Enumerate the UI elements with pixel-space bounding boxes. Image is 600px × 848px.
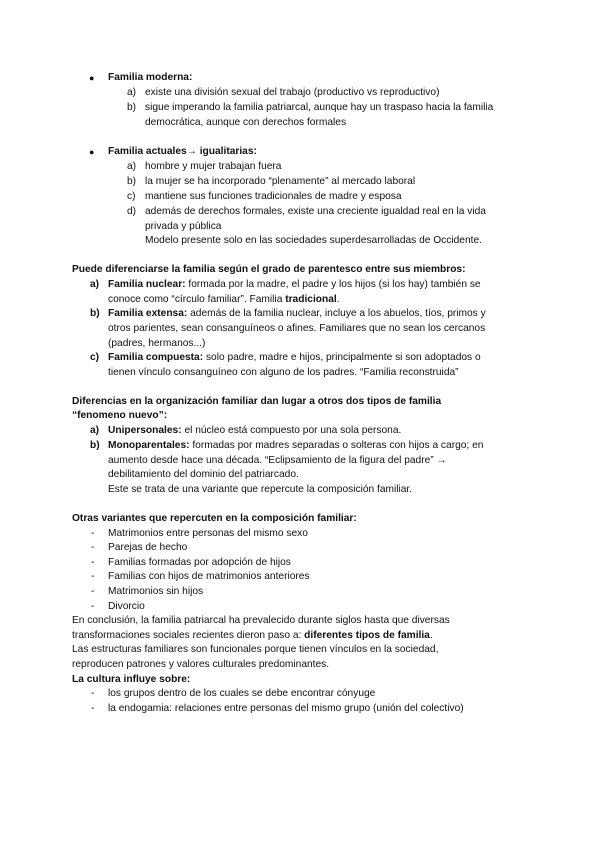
dash-marker: -: [91, 586, 95, 597]
paragraph-line: transformaciones sociales recientes dieron paso a: diferentes tipos de familia.: [72, 630, 433, 641]
list-marker: a): [90, 425, 100, 436]
list-item: mantiene sus funciones tradicionales de madre y esposa: [145, 191, 402, 202]
section-title-familia-moderna: Familia moderna:: [108, 72, 193, 83]
list-marker: a): [127, 87, 137, 98]
dash-marker: -: [91, 557, 95, 568]
list-item: los grupos dentro de los cuales se debe encontrar cónyuge: [108, 688, 376, 699]
list-marker: b): [127, 176, 137, 187]
note-text: Modelo presente solo en las sociedades superdesarrolladas de Occidente.: [145, 235, 482, 246]
section-heading-organizacion: Diferencias en la organización familiar dan lugar a otros dos tipos de familia: [72, 396, 442, 407]
dash-marker: -: [91, 688, 95, 699]
list-item: la mujer se ha incorporado “plenamente” al mercado laboral: [145, 176, 416, 187]
section-title-familia-actuales: Familia actuales→ igualitarias:: [108, 146, 257, 157]
paragraph-line: Las estructuras familiares son funcionales porque tienen vínculos en la sociedad,: [72, 644, 439, 655]
list-item-continuation: democrática, aunque con derechos formales: [145, 117, 347, 128]
section-heading-organizacion-cont: “fenomeno nuevo”:: [72, 410, 168, 421]
list-item: Familias con hijos de matrimonios anteriores: [108, 571, 310, 582]
list-item-monoparentales: Monoparentales: formadas por madres separadas o solteras con hijos a cargo; en: [108, 440, 484, 451]
list-item-continuation: Este se trata de una variante que repercute la composición familiar.: [108, 484, 413, 495]
list-item: Matrimonios entre personas del mismo sexo: [108, 528, 308, 539]
list-item-continuation: (padres, hermanos...): [108, 338, 206, 349]
list-item: hombre y mujer trabajan fuera: [145, 161, 282, 172]
list-marker: a): [127, 161, 137, 172]
list-item-continuation: debilitamiento del dominio del patriarcado.: [108, 469, 299, 480]
list-item: Divorcio: [108, 601, 145, 612]
bullet-icon: ●: [89, 147, 95, 157]
list-item: Parejas de hecho: [108, 542, 188, 553]
list-item: existe una división sexual del trabajo (productivo vs reproductivo): [145, 87, 440, 98]
list-item: la endogamia: relaciones entre personas del mismo grupo (unión del colectivo): [108, 703, 464, 714]
list-item-unipersonales: Unipersonales: el núcleo está compuesto por una sola persona.: [108, 425, 402, 436]
list-item-familia-extensa: Familia extensa: además de la familia nuclear, incluye a los abuelos, tíos, primos y: [108, 308, 486, 319]
list-marker: b): [127, 102, 137, 113]
dash-marker: -: [91, 601, 95, 612]
section-heading-parentesco: Puede diferenciarse la familia según el grado de parentesco entre sus miembros:: [72, 264, 466, 275]
section-heading-variantes: Otras variantes que repercuten en la composición familiar:: [72, 513, 357, 524]
dash-marker: -: [91, 571, 95, 582]
list-item-continuation: tienen vínculo consanguíneo con alguno de los padres. “Familia reconstruida”: [108, 367, 459, 378]
paragraph-line: reproducen patrones y valores culturales predominantes.: [72, 659, 330, 670]
list-item: Matrimonios sin hijos: [108, 586, 204, 597]
list-marker: b): [90, 440, 100, 451]
list-marker: b): [90, 308, 100, 319]
dash-marker: -: [91, 703, 95, 714]
paragraph-line: En conclusión, la familia patriarcal ha prevalecido durante siglos hasta que diversas: [72, 615, 450, 626]
list-item-familia-nuclear: Familia nuclear: formada por la madre, el padre y los hijos (si los hay) también se: [108, 279, 481, 290]
dash-marker: -: [91, 542, 95, 553]
bullet-icon: ●: [89, 73, 95, 83]
list-item: sigue imperando la familia patriarcal, aunque hay un traspaso hacia la familia: [145, 102, 494, 113]
list-marker: a): [90, 279, 100, 290]
list-item-continuation: aumento desde hace una década. “Eclipsamiento de la figura del padre” →: [108, 455, 447, 466]
list-item-familia-compuesta: Familia compuesta: solo padre, madre e hijos, principalmente si son adoptados o: [108, 352, 481, 363]
list-item-continuation: conoce como “círculo familiar”. Familia tradicional.: [108, 294, 340, 305]
dash-marker: -: [91, 528, 95, 539]
list-marker: c): [90, 352, 100, 363]
list-item: además de derechos formales, existe una creciente igualdad real en la vida: [145, 206, 486, 217]
list-item: Familias formadas por adopción de hijos: [108, 557, 291, 568]
list-marker: c): [127, 191, 136, 202]
list-item-continuation: privada y pública: [145, 221, 222, 232]
list-marker: d): [127, 206, 137, 217]
section-heading-cultura: La cultura influye sobre:: [72, 674, 191, 685]
list-item-continuation: otros parientes, sean consanguíneos o afines. Familiares que no sean los cercanos: [108, 323, 486, 334]
